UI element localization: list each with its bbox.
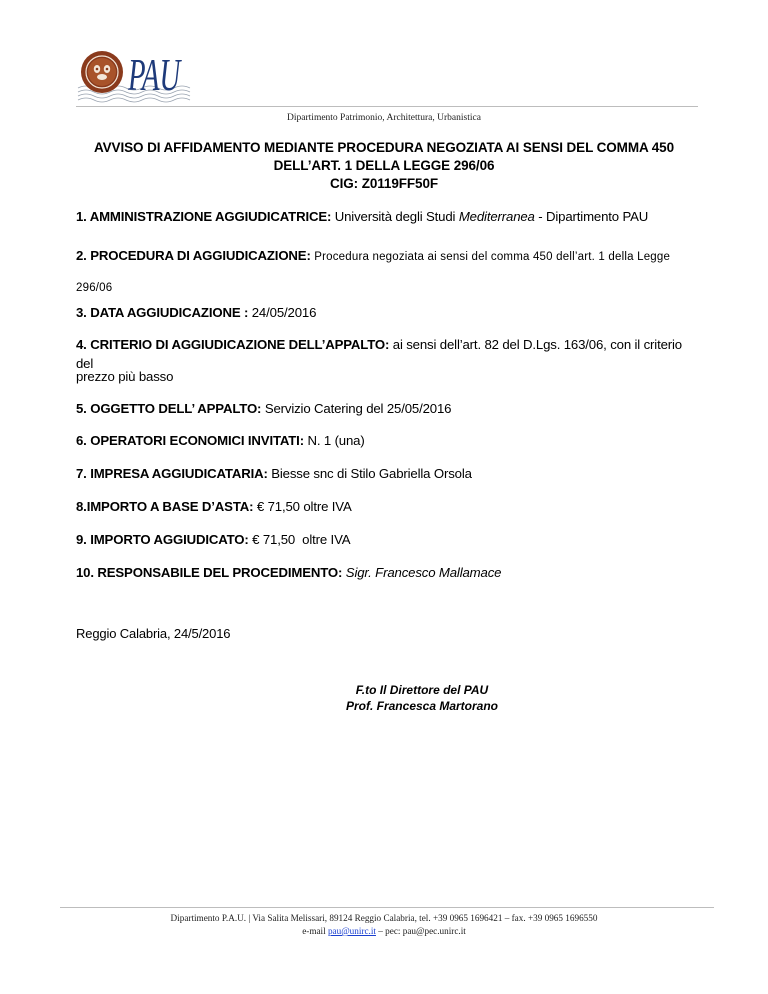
- item-aggiudicato: [76, 530, 698, 549]
- item-criterio-continued: [76, 367, 698, 386]
- signature-block: [300, 682, 544, 714]
- place-date: Reggio Calabria, 24/5/2016: [76, 626, 231, 641]
- item-label: 8.IMPORTO A BASE D’ASTA:: [76, 499, 254, 514]
- item-label: 3. DATA AGGIUDICAZIONE :: [76, 305, 249, 320]
- footer-pec: – pec: pau@pec.unirc.it: [378, 926, 466, 936]
- item-amministrazione: [76, 207, 698, 226]
- email-link[interactable]: pau@unirc.it: [327, 926, 376, 936]
- footer-divider: [60, 907, 714, 908]
- item-value: € 71,50 oltre IVA: [256, 499, 352, 514]
- pau-logo: [76, 48, 206, 104]
- item-value: 24/05/2016: [251, 305, 317, 320]
- item-value: 296/06: [76, 282, 113, 294]
- title-line-1: AVVISO DI AFFIDAMENTO MEDIANTE PROCEDURA NEGOZIATA AI SENSI DEL COMMA 450: [94, 140, 674, 155]
- item-value: Biesse snc di Stilo Gabriella Orsola: [271, 466, 472, 481]
- department-name: Dipartimento Patrimonio, Architettura, Urbanistica: [287, 113, 481, 123]
- title-line-2: DELL’ART. 1 DELLA LEGGE 296/06: [273, 158, 495, 173]
- item-label: 4. CRITERIO DI AGGIUDICAZIONE DELL’APPALTO:: [76, 337, 390, 352]
- notice-title: [60, 139, 708, 193]
- item-label: 9. IMPORTO AGGIUDICATO:: [76, 532, 249, 547]
- item-impresa: [76, 464, 698, 483]
- item-oggetto: [76, 399, 698, 418]
- item-label: 6. OPERATORI ECONOMICI INVITATI:: [76, 433, 304, 448]
- item-value-italic: Mediterranea: [458, 209, 535, 224]
- signature-line-2: Prof. Francesca Martorano: [345, 699, 499, 713]
- footer-contacts: [0, 925, 768, 938]
- svg-text:PAU: PAU: [128, 50, 181, 101]
- item-value: prezzo più basso: [76, 369, 174, 384]
- item-responsabile: [76, 563, 698, 582]
- item-value: ai sensi dell’art. 82 del D.Lgs. 163/06, con il criterio del: [76, 337, 682, 371]
- footer: [0, 912, 768, 938]
- pau-emblem-icon: [76, 48, 206, 104]
- item-operatori: [76, 431, 698, 450]
- item-value: Università degli Studi: [334, 209, 456, 224]
- title-line-cig: CIG: Z0119FF50F: [329, 176, 439, 191]
- item-value: - Dipartimento PAU: [538, 209, 649, 224]
- item-label: 2. PROCEDURA DI AGGIUDICAZIONE:: [76, 248, 311, 263]
- item-value: N. 1 (una): [307, 433, 365, 448]
- signature-line-1: F.to Il Direttore del PAU: [355, 683, 489, 697]
- item-label: 1. AMMINISTRAZIONE AGGIUDICATRICE:: [76, 209, 332, 224]
- item-procedura: [76, 246, 698, 267]
- footer-email-prefix: e-mail: [302, 926, 326, 936]
- footer-address: Dipartimento P.A.U. | Via Salita Melissari, 89124 Reggio Calabria, tel. +39 0965 1696421 – fax. +39 0965 1696550: [170, 913, 598, 923]
- item-value: Procedura negoziata ai sensi del comma 450 dell’art. 1 della Legge: [314, 251, 671, 263]
- header-divider: [76, 106, 698, 107]
- item-label: 5. OGGETTO DELL’ APPALTO:: [76, 401, 262, 416]
- item-label: 7. IMPRESA AGGIUDICATARIA:: [76, 466, 268, 481]
- item-value: € 71,50 oltre IVA: [252, 532, 351, 547]
- item-procedura-continued: [76, 277, 698, 298]
- item-label: 10. RESPONSABILE DEL PROCEDIMENTO:: [76, 565, 343, 580]
- item-value: Sigr. Francesco Mallamace: [345, 565, 502, 580]
- item-value: Servizio Catering del 25/05/2016: [264, 401, 452, 416]
- item-data: [76, 303, 698, 322]
- item-base-asta: [76, 497, 698, 516]
